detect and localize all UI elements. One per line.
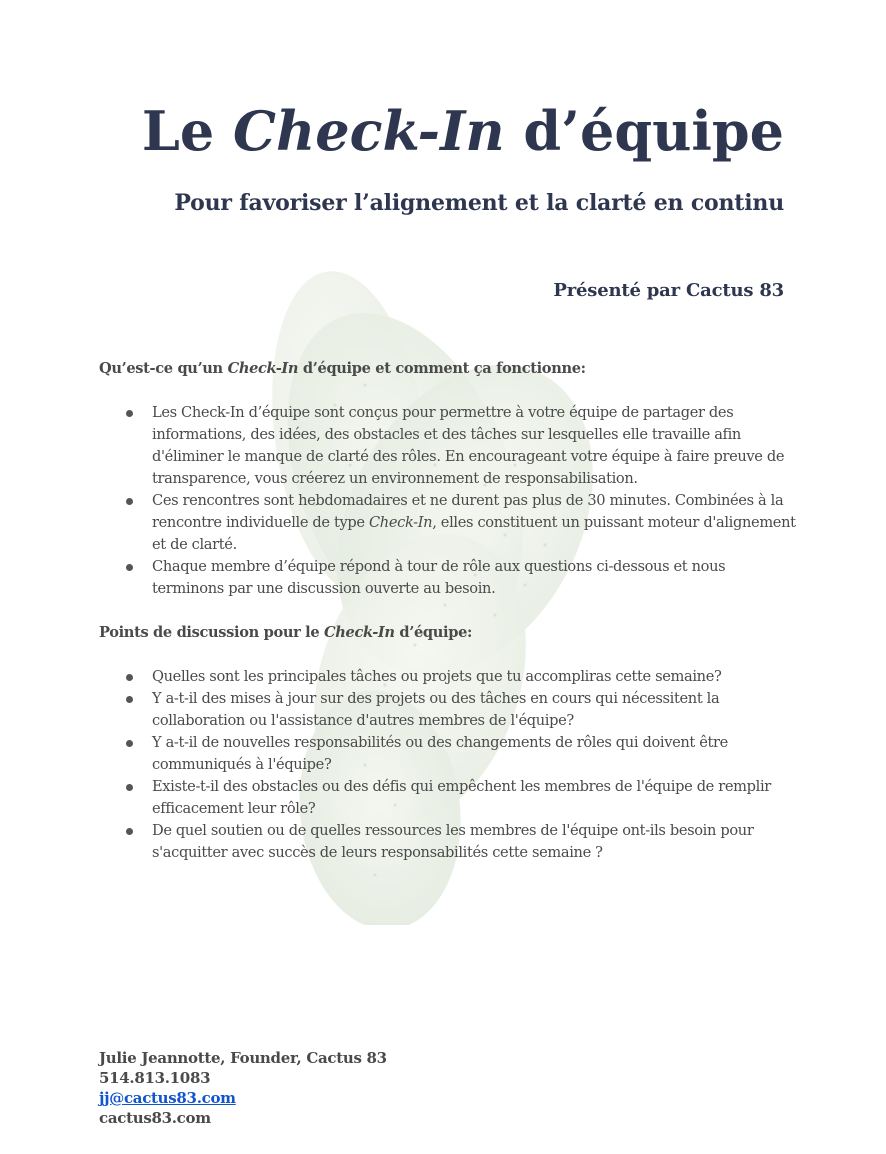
list-item-text: Existe-t-il des obstacles ou des défis qui empêchent les membres de l'équipe de remplir efficacement leur rôle?	[152, 778, 771, 817]
title-italic: Check-In	[232, 99, 505, 163]
list-item-text: Quelles sont les principales tâches ou projets que tu accompliras cette semaine?	[152, 668, 722, 685]
list-item	[99, 556, 799, 600]
presenter-line: Présenté par Cactus 83	[553, 280, 784, 301]
discussion-points-list	[99, 666, 799, 864]
section-heading-what-is	[99, 358, 799, 380]
bullet-icon	[126, 410, 133, 417]
list-item	[99, 776, 799, 820]
heading-prefix: Points de discussion pour le	[99, 624, 325, 641]
list-item-text-italic: Check-In	[368, 514, 433, 531]
section-heading-discussion-points	[99, 622, 799, 644]
contact-footer	[99, 1048, 387, 1128]
list-item-text-prefix: Ces rencontres sont hebdomadaires et ne durent pas plus de 30 minutes. Combinées à la rencontre individuelle de type	[152, 492, 784, 531]
title-prefix: Le	[141, 99, 233, 163]
contact-website: cactus83.com	[99, 1109, 211, 1127]
bullet-icon	[126, 564, 133, 571]
list-item	[99, 820, 799, 864]
list-item	[99, 402, 799, 490]
list-item-text: Chaque membre d’équipe répond à tour de rôle aux questions ci-dessous et nous terminons par une discussion ouverte au besoin.	[152, 558, 726, 597]
list-item-text: Y a-t-il des mises à jour sur des projets ou des tâches en cours qui nécessitent la collaboration ou l'assistance d'autres membres de l'équipe?	[152, 690, 720, 729]
heading-suffix: d’équipe:	[394, 624, 473, 641]
heading-italic: Check-In	[324, 624, 395, 641]
bullet-icon	[126, 828, 133, 835]
bullet-icon	[126, 740, 133, 747]
document-subtitle: Pour favoriser l’alignement et la clarté en continu	[174, 190, 784, 216]
list-item	[99, 688, 799, 732]
contact-email-link[interactable]: jj@cactus83.com	[99, 1089, 236, 1107]
list-item-text: Les Check-In d’équipe sont conçus pour permettre à votre équipe de partager des informations, des idées, des obstacles et des tâches sur lesquelles elle travaille afin d'éliminer le manque de clarté des rôles. En encourageant votre équipe à faire preuve de transparence, vous créerez un environnement de responsabilisation.	[152, 404, 785, 487]
title-suffix: d’équipe	[504, 99, 784, 163]
how-it-works-list	[99, 402, 799, 600]
document-body	[99, 358, 799, 886]
list-item-text: De quel soutien ou de quelles ressources les membres de l'équipe ont-ils besoin pour s'acquitter avec succès de leurs responsabilités cette semaine ?	[152, 822, 754, 861]
bullet-icon	[126, 784, 133, 791]
document-title	[142, 98, 784, 164]
heading-prefix: Qu’est-ce qu’un	[99, 360, 228, 377]
list-item	[99, 490, 799, 556]
heading-italic: Check-In	[227, 360, 299, 377]
list-item-text-suffix: , elles constituent un puissant moteur d'alignement et de clarté.	[152, 514, 796, 553]
contact-phone: 514.813.1083	[99, 1069, 211, 1087]
bullet-icon	[126, 498, 133, 505]
list-item	[99, 732, 799, 776]
bullet-icon	[126, 674, 133, 681]
bullet-icon	[126, 696, 133, 703]
document-header	[142, 98, 784, 218]
list-item-text: Y a-t-il de nouvelles responsabilités ou des changements de rôles qui doivent être communiqués à l'équipe?	[152, 734, 728, 773]
contact-name: Julie Jeannotte, Founder, Cactus 83	[99, 1049, 387, 1067]
heading-suffix: d’équipe et comment ça fonctionne:	[298, 360, 586, 377]
list-item	[99, 666, 799, 688]
